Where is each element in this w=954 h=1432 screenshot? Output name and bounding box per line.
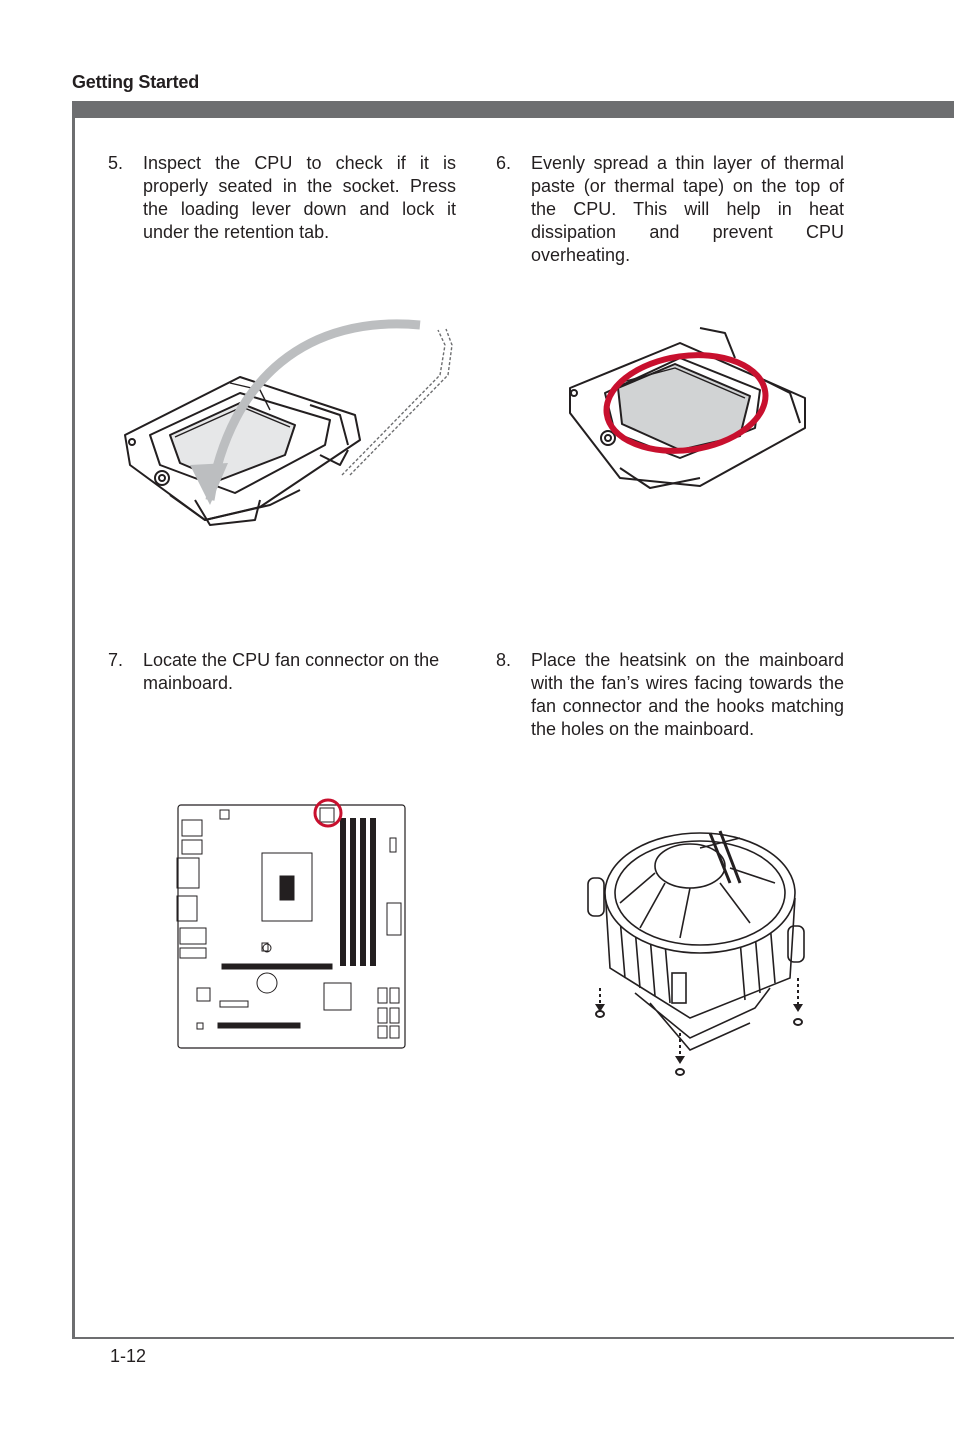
header-bar: [72, 101, 954, 118]
heatsink-fan-figure: [580, 828, 820, 1078]
step-number: 6.: [496, 153, 512, 173]
cpu-socket-lever-figure: [110, 315, 460, 530]
mainboard-layout-figure: [172, 798, 408, 1052]
left-margin-rule: [72, 101, 75, 1339]
step-text: Evenly spread a thin layer of thermal paste (or thermal tape) on the top of the CPU. This will help in heat dissipation and prevent CPU overheating.: [531, 153, 844, 265]
page-header-title: Getting Started: [72, 72, 200, 92]
step-number: 7.: [108, 650, 124, 670]
step-text: Place the heatsink on the mainboard with the fan’s wires facing towards the fan connector and the hooks matching the holes on the mainboard.: [531, 650, 844, 739]
step-number: 8.: [496, 650, 512, 670]
bottom-rule: [72, 1337, 954, 1339]
step-text: Inspect the CPU to check if it is properly seated in the socket. Press the loading lever down and lock it under the retention tab.: [143, 153, 456, 242]
page-number: 1-12: [110, 1346, 147, 1366]
step-text: Locate the CPU fan connector on the mainboard.: [143, 650, 440, 693]
step-number: 5.: [108, 153, 124, 173]
cpu-thermal-paste-figure: [560, 318, 820, 493]
